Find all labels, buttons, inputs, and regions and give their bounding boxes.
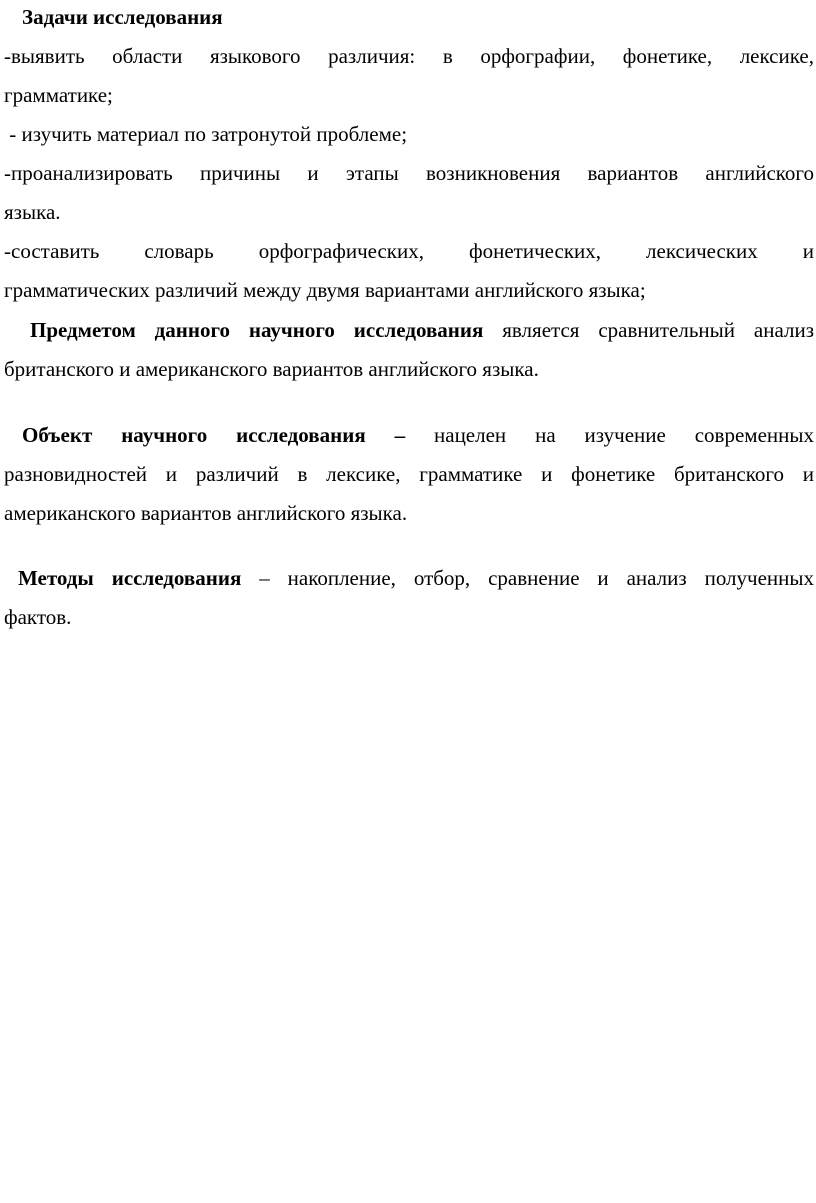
task-item-1-line-1: -выявить области языкового различия: в орфографии, фонетике, лексике, — [4, 44, 814, 68]
subject-label: Предметом данного научного исследования — [30, 318, 484, 342]
task-item-4-line-2: грамматических различий между двумя вариантами английского языка; — [4, 278, 646, 302]
methods-line-2: фактов. — [4, 605, 72, 629]
tasks-heading-text: Задачи исследования — [22, 5, 223, 29]
task-item-1 — [4, 37, 814, 115]
task-item-3 — [4, 154, 814, 232]
task-item-4 — [4, 232, 814, 310]
task-item-2 — [4, 115, 814, 154]
object-label: Объект научного исследования – — [22, 423, 406, 447]
subject-paragraph — [4, 311, 814, 389]
task-item-1-line-2: грамматике; — [4, 83, 113, 107]
object-line-3: американского вариантов английского языка. — [4, 501, 408, 525]
subject-line-2: британского и американского вариантов английского языка. — [4, 357, 539, 381]
methods-paragraph — [4, 559, 814, 637]
methods-line-1 — [4, 559, 814, 598]
tasks-heading — [22, 0, 816, 37]
task-item-2-line-1: - изучить материал по затронутой проблеме; — [4, 122, 408, 146]
methods-label: Методы исследования — [18, 566, 242, 590]
object-line-1 — [4, 416, 814, 455]
task-item-3-line-2: языка. — [4, 200, 61, 224]
task-item-4-line-1: -составить словарь орфографических, фонетических, лексических и — [4, 239, 814, 263]
task-item-3-line-1: -проанализировать причины и этапы возникновения вариантов английского — [4, 161, 814, 185]
object-paragraph — [4, 416, 814, 533]
methods-text-1: – накопление, отбор, сравнение и анализ полученных — [241, 566, 814, 590]
subject-line-1 — [4, 311, 814, 350]
object-line-2: разновидностей и различий в лексике, грамматике и фонетике британского и — [4, 462, 814, 486]
subject-text-1: является сравнительный анализ — [483, 318, 814, 342]
object-text-1: нацелен на изучение современных — [405, 423, 814, 447]
